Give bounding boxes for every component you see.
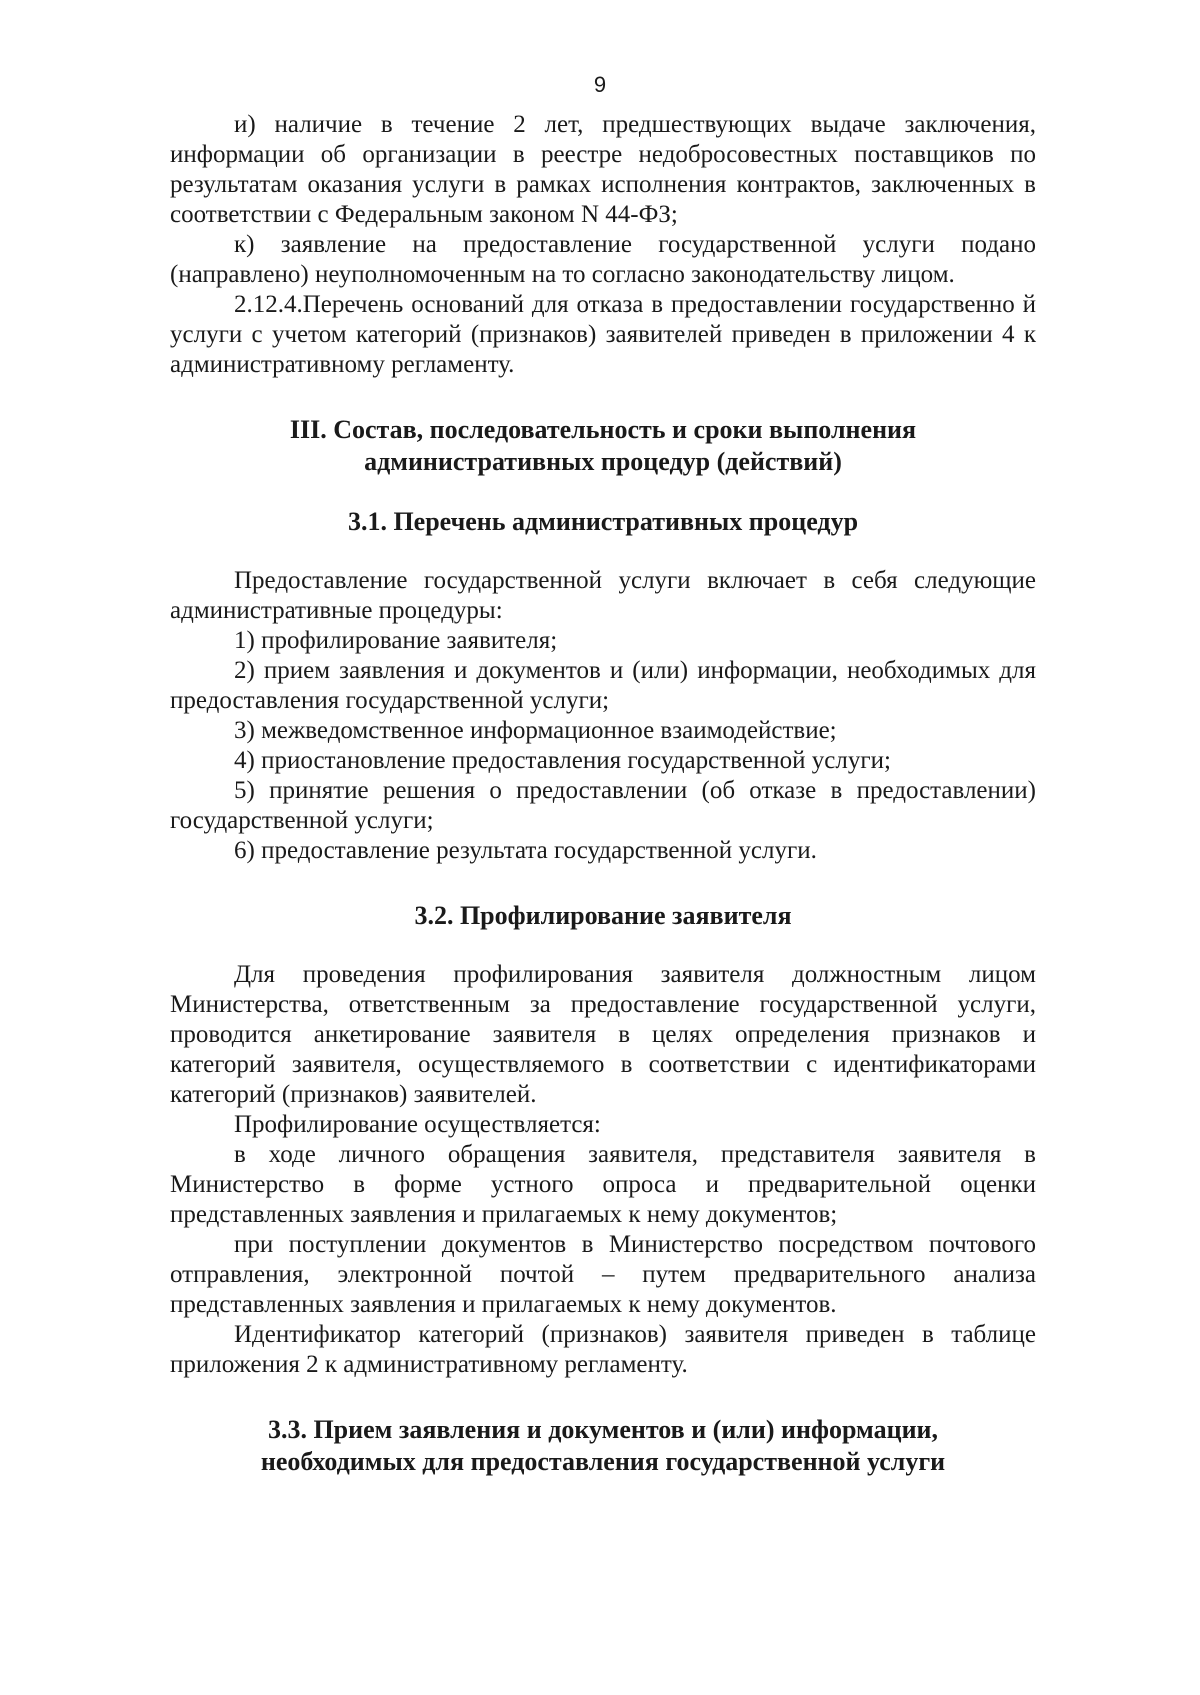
section-3-heading-line-2: административных процедур (действий) xyxy=(364,447,842,476)
list-item-procedure-3: 3) межведомственное информационное взаимодействие; xyxy=(234,717,837,744)
paragraph-3-2-mail: при поступлении документов в Министерство посредством почтового отправления, электронной почтой – путем предварительного анализа представленных заявления и прилагаемых к нему документов. xyxy=(170,1231,1036,1318)
list-item-procedure-4: 4) приостановление предоставления государственной услуги; xyxy=(234,747,891,774)
document-body xyxy=(170,110,1036,1478)
paragraph-3-2-profiling: Профилирование осуществляется: xyxy=(234,1111,601,1138)
list-item-procedure-6: 6) предоставление результата государственной услуги. xyxy=(234,837,817,864)
paragraph-3-2-identifier: Идентификатор категорий (признаков) заявителя приведен в таблице приложения 2 к административному регламенту. xyxy=(170,1321,1036,1378)
list-item-procedure-2: 2) прием заявления и документов и (или) информации, необходимых для предоставления государственной услуги; xyxy=(170,657,1036,714)
paragraph-item-k: к) заявление на предоставление государственной услуги подано (направлено) неуполномоченным на то согласно законодательству лицом. xyxy=(170,231,1036,288)
page-number: 9 xyxy=(593,72,607,97)
paragraph-item-i: и) наличие в течение 2 лет, предшествующих выдаче заключения, информации об организации в реестре недобросовестных поставщиков по результатам оказания услуги в рамках исполнения контрактов, заключенных в соответствии с Федеральным законом N 44-ФЗ; xyxy=(170,111,1036,228)
subsection-3-3-heading-line-2: необходимых для предоставления государственной услуги xyxy=(260,1447,946,1476)
paragraph-3-2-in-person: в ходе личного обращения заявителя, представителя заявителя в Министерство в форме устного опроса и предварительной оценки представленных заявления и прилагаемых к нему документов; xyxy=(170,1141,1036,1228)
paragraph-2-12-4: 2.12.4.Перечень оснований для отказа в предоставлении государственно й услуги с учетом категорий (признаков) заявителей приведен в приложении 4 к административному регламенту. xyxy=(170,291,1036,378)
list-item-procedure-1: 1) профилирование заявителя; xyxy=(234,627,558,654)
section-3-heading-line-1: III. Состав, последовательность и сроки выполнения xyxy=(289,415,917,444)
list-item-procedure-5: 5) принятие решения о предоставлении (об отказе в предоставлении) государственной услуги; xyxy=(170,777,1036,834)
subsection-3-1-heading: 3.1. Перечень административных процедур xyxy=(347,507,859,536)
paragraph-3-2-intro: Для проведения профилирования заявителя должностным лицом Министерства, ответственным за предоставление государственной услуги, проводится анкетирование заявителя в целях определения признаков и категорий заявителя, осуществляемого в соответствии с идентификаторами категорий (признаков) заявителей. xyxy=(170,961,1036,1108)
paragraph-3-1-intro: Предоставление государственной услуги включает в себя следующие административные процедуры: xyxy=(170,567,1036,624)
subsection-3-2-heading: 3.2. Профилирование заявителя xyxy=(414,901,792,930)
subsection-3-3-heading-line-1: 3.3. Прием заявления и документов и (или) информации, xyxy=(267,1415,939,1444)
